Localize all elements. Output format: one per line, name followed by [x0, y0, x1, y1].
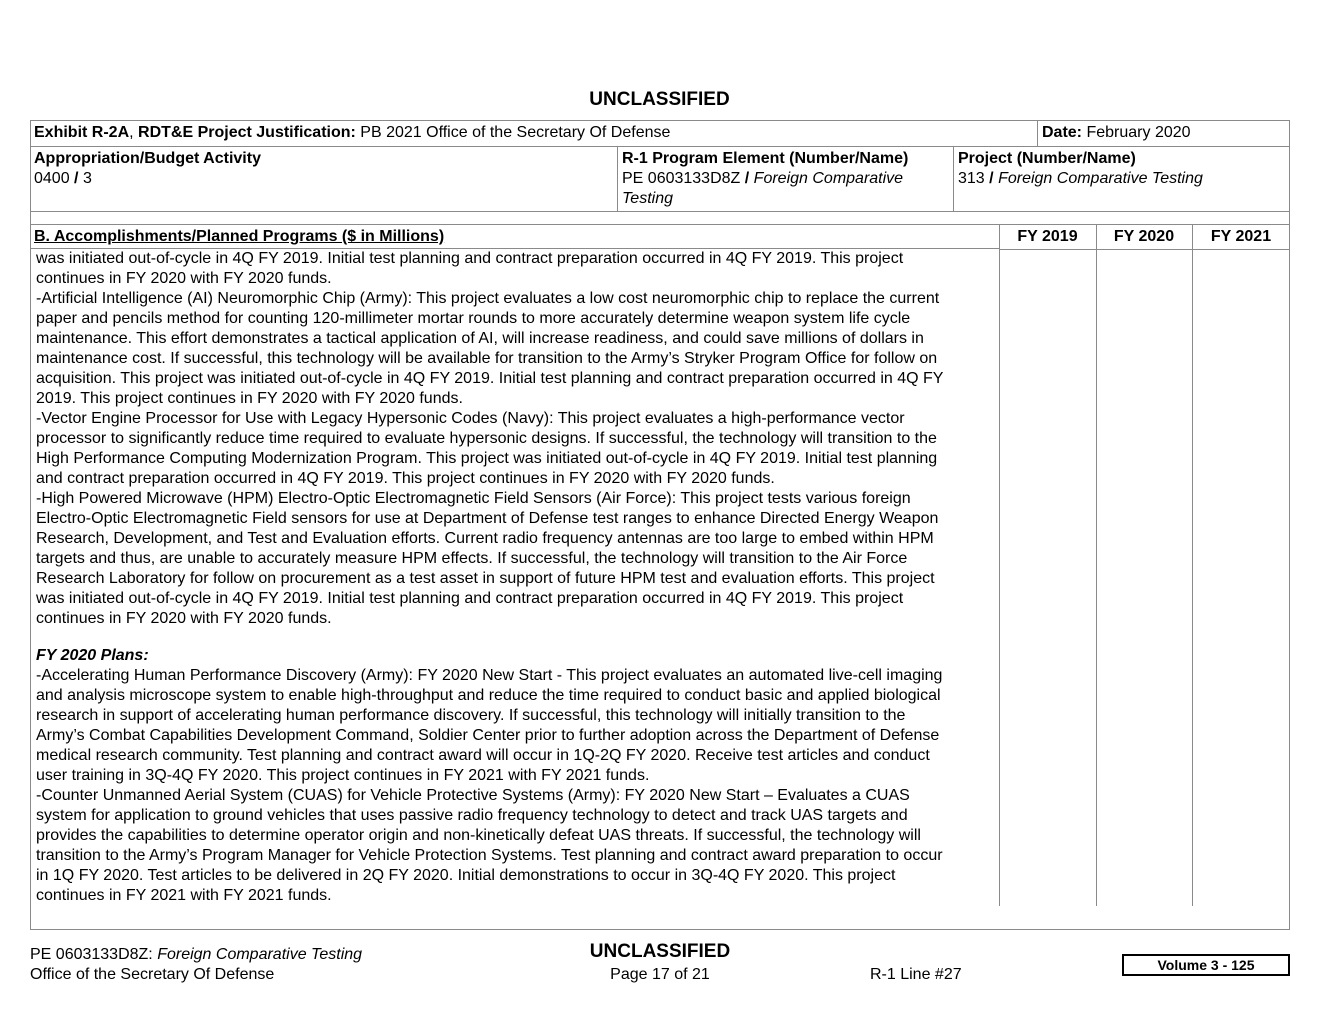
exhibit-title: RDT&E Project Justification: — [138, 124, 356, 141]
footer-page: Page 17 of 21 — [610, 966, 710, 983]
text-line: 2019. This project continues in FY 2020 with FY 2020 funds. — [36, 390, 463, 407]
text-line: continues in FY 2020 with FY 2020 funds. — [36, 270, 332, 287]
exhibit-value: PB 2021 Office of the Secretary Of Defense — [360, 124, 671, 141]
section-title-text: B. Accomplishments/Planned Programs ($ in Millions) — [34, 228, 445, 245]
footer-org: Office of the Secretary Of Defense — [30, 966, 275, 983]
text-line: system for application to ground vehicles that uses passive radio frequency technology to detect and track UAS targets and — [36, 807, 908, 824]
appropriation-label: Appropriation/Budget Activity — [34, 150, 261, 167]
text-line: provides the capabilities to determine operator origin and non-kinetically defeat UAS threats. If successful, the technology will — [36, 827, 921, 844]
text-line: paper and pencils method for counting 120-millimeter mortar rounds to more accurately determine weapon system life cycle — [36, 310, 911, 327]
text-line: continues in FY 2020 with FY 2020 funds. — [36, 610, 332, 627]
footer-pe-name: Foreign Comparative Testing — [157, 946, 363, 963]
date-value: February 2020 — [1086, 124, 1191, 141]
text-line: transition to the Army’s Program Manager for Vehicle Protection Systems. Test planning and contract award preparation to occur — [36, 847, 943, 864]
text-line: acquisition. This project was initiated out-of-cycle in 4Q FY 2019. Initial test planning and contract preparation occurred in 4Q FY — [36, 370, 944, 387]
text-line: -Vector Engine Processor for Use with Legacy Hypersonic Codes (Navy): This project evaluates a high-performance vector — [36, 410, 905, 427]
date-label: Date: — [1042, 124, 1083, 141]
divider — [999, 224, 1000, 906]
section-title — [34, 227, 444, 247]
text-line: Army’s Combat Capabilities Development Command, Soldier Center prior to further adoption across the Department of Defense — [36, 727, 940, 744]
classification-top: UNCLASSIFIED — [589, 89, 730, 110]
classification-bottom: UNCLASSIFIED — [589, 941, 731, 962]
text-line: Research, Development, and Test and Evaluation efforts. Current radio frequency antennas are too large to embed within HPM — [36, 530, 934, 547]
accomplishments-body — [36, 249, 996, 906]
divider — [1037, 120, 1038, 147]
project-value-a: 313 — [958, 170, 985, 187]
project-cell — [958, 149, 1203, 189]
r1-value-a: PE 0603133D8Z — [622, 170, 741, 187]
project-label: Project (Number/Name) — [958, 150, 1136, 167]
text-line: processor to significantly reduce time required to evaluate hypersonic designs. If successful, the technology will transition to the — [36, 430, 937, 447]
exhibit-line — [34, 123, 670, 143]
text-line: was initiated out-of-cycle in 4Q FY 2019. Initial test planning and contract preparation occurred in 4Q FY 2019. This project — [36, 250, 904, 267]
r1-label: R-1 Program Element (Number/Name) — [622, 150, 909, 167]
exhibit-separator: , — [129, 124, 134, 141]
r1-separator: / — [744, 170, 750, 187]
footer-pe-code: PE 0603133D8Z: — [30, 946, 153, 963]
appropriation-separator: / — [74, 170, 79, 187]
fy-2019-header: FY 2019 — [1017, 228, 1078, 245]
divider — [953, 146, 954, 212]
date-line — [1042, 123, 1191, 143]
divider — [1192, 224, 1193, 906]
text-line: Electro-Optic Electromagnetic Field sensors for use at Department of Defense test ranges to enhance Directed Energy Weapon — [36, 510, 939, 527]
project-separator: / — [989, 170, 994, 187]
volume-box: Volume 3 - 125 — [1122, 954, 1290, 976]
appropriation-cell — [34, 149, 261, 189]
plans-heading: FY 2020 Plans: — [36, 647, 149, 664]
text-line: -Accelerating Human Performance Discovery (Army): FY 2020 New Start - This project evaluates an automated live-cell imaging — [36, 667, 943, 684]
text-line: continues in FY 2021 with FY 2021 funds. — [36, 887, 332, 904]
appropriation-value-b: 3 — [82, 170, 92, 187]
text-line: Research Laboratory for follow on procurement as a test asset in support of future HPM test and evaluation efforts. This project — [36, 570, 935, 587]
text-line: -High Powered Microwave (HPM) Electro-Optic Electromagnetic Field Sensors (Air Force): This project tests various foreign — [36, 490, 911, 507]
footer-left — [30, 945, 362, 985]
text-line: research in support of accelerating human performance discovery. If successful, this technology will initially transition to the — [36, 707, 906, 724]
text-line: was initiated out-of-cycle in 4Q FY 2019. Initial test planning and contract preparation occurred in 4Q FY 2019. This project — [36, 590, 904, 607]
text-line: -Artificial Intelligence (AI) Neuromorphic Chip (Army): This project evaluates a low cost neuromorphic chip to replace the current — [36, 290, 940, 307]
r1-value-c: Testing — [622, 190, 673, 207]
text-line: High Performance Computing Modernization Program. This project was initiated out-of-cycle in 4Q FY 2019. Initial test planning — [36, 450, 938, 467]
r1-cell — [622, 149, 908, 209]
text-line: in 1Q FY 2020. Test articles to be delivered in 2Q FY 2020. Initial demonstrations to occur in 3Q-4Q FY 2020. This project — [36, 867, 896, 884]
text-line: medical research community. Test planning and contract award will occur in 1Q-2Q FY 2020. Receive test articles and conduct — [36, 747, 930, 764]
divider — [617, 146, 618, 212]
plans-paragraphs — [36, 666, 996, 906]
text-line: maintenance. This effort demonstrates a tactical application of AI, will increase readiness, and could save millions of dollars in — [36, 330, 924, 347]
fy-2020-header: FY 2020 — [1113, 228, 1175, 245]
text-line: maintenance cost. If successful, this technology will be available for transition to the Army’s Stryker Program Office for follow on — [36, 350, 938, 367]
project-value-b: Foreign Comparative Testing — [998, 170, 1203, 187]
text-line: user training in 3Q-4Q FY 2020. This project continues in FY 2021 with FY 2021 funds. — [36, 767, 650, 784]
text-line: targets and thus, are unable to accurately measure HPM effects. If successful, the technology will transition to the Air Force — [36, 550, 908, 567]
text-line: and analysis microscope system to enable high-throughput and reduce the time required to conduct basic and applied biological — [36, 687, 941, 704]
text-line: -Counter Unmanned Aerial System (CUAS) for Vehicle Protective Systems (Army): FY 2020 New Start – Evaluates a CUAS — [36, 787, 910, 804]
divider — [1096, 224, 1097, 906]
footer-r1-line: R-1 Line #27 — [870, 966, 962, 983]
r1-value-b: Foreign Comparative — [753, 170, 904, 187]
accomplishments-paragraphs — [36, 249, 996, 629]
appropriation-value-a: 0400 — [34, 170, 70, 187]
fy-2021-header: FY 2021 — [1210, 228, 1272, 245]
text-line: and contract preparation occurred in 4Q FY 2019. This project continues in FY 2020 with FY 2020 funds. — [36, 470, 775, 487]
exhibit-label: Exhibit R-2A — [34, 124, 130, 141]
